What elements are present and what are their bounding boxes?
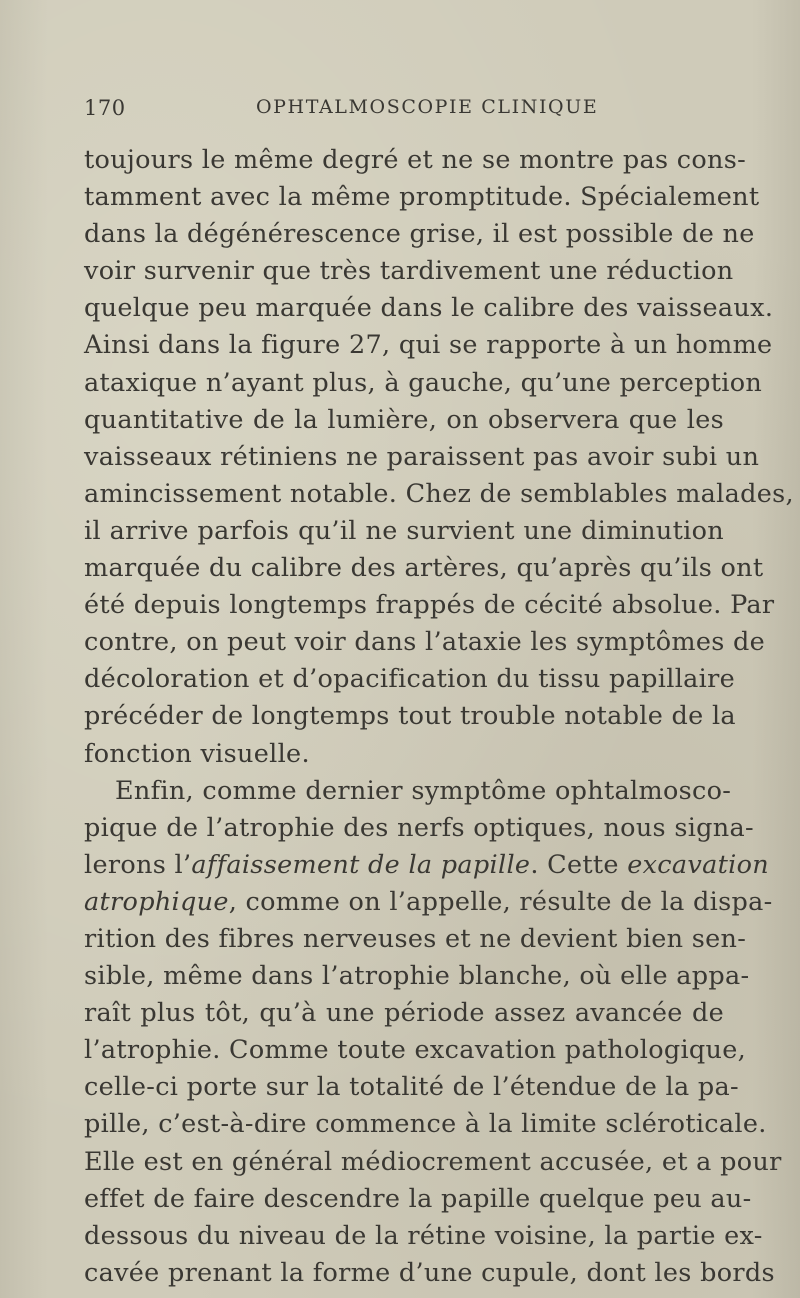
text-line: l’atrophie. Comme toute excavation pathologique, <box>84 1035 747 1066</box>
text-line: Enfin, comme dernier symptôme ophtalmosco- <box>115 775 732 806</box>
text-line: Elle est en général médiocrement accusée, et a pour <box>84 1146 782 1177</box>
text-line: vaisseaux rétiniens ne paraissent pas avoir subi un <box>84 441 760 472</box>
text-line: précéder de longtemps tout trouble notable de la <box>84 701 736 732</box>
body-text <box>84 142 794 1292</box>
text-line: amincissement notable. Chez de semblables malades, <box>84 478 794 509</box>
text-line: pique de l’atrophie des nerfs optiques, nous signa- <box>84 812 754 843</box>
text-segment: lerons l’ <box>84 849 192 880</box>
text-segment: . Cette <box>530 849 628 880</box>
text-line: quelque peu marquée dans le calibre des vaisseaux. <box>84 293 774 324</box>
text-line: dessous du niveau de la rétine voisine, la partie ex- <box>84 1220 763 1251</box>
text-line <box>84 847 769 884</box>
text-line: cavée prenant la forme d’une cupule, dont les bords <box>84 1257 775 1288</box>
running-title: OPHTALMOSCOPIE CLINIQUE <box>256 96 599 118</box>
text-line: quantitative de la lumière, on observera que les <box>84 404 724 435</box>
text-line: raît plus tôt, qu’à une période assez avancée de <box>84 998 724 1029</box>
text-line: contre, on peut voir dans l’ataxie les symptômes de <box>84 627 766 658</box>
text-line: celle-ci porte sur la totalité de l’étendue de la pa- <box>84 1072 739 1103</box>
italic-text: atrophique <box>84 886 229 917</box>
text-line: marquée du calibre des artères, qu’après qu’ils ont <box>84 553 764 584</box>
page-number: 170 <box>84 96 126 120</box>
page-header <box>84 96 704 130</box>
text-line: fonction visuelle. <box>84 738 310 769</box>
text-line: pille, c’est-à-dire commence à la limite scléroticale. <box>84 1109 767 1140</box>
text-line: ataxique n’ayant plus, à gauche, qu’une perception <box>84 367 763 398</box>
text-line: il arrive parfois qu’il ne survient une diminution <box>84 515 724 546</box>
italic-text: excavation <box>627 849 769 880</box>
italic-text: affaissement de la papille <box>191 849 531 880</box>
text-line: sible, même dans l’atrophie blanche, où elle appa- <box>84 961 750 992</box>
text-line: effet de faire descendre la papille quelque peu au- <box>84 1183 752 1214</box>
text-line: tamment avec la même promptitude. Spécialement <box>84 182 760 213</box>
text-line: voir survenir que très tardivement une réduction <box>84 256 734 287</box>
text-line: toujours le même degré et ne se montre pas cons- <box>84 145 747 175</box>
text-line: décoloration et d’opacification du tissu papillaire <box>84 664 735 695</box>
text-segment: , comme on l’appelle, résulte de la dispa- <box>228 886 773 917</box>
text-line: rition des fibres nerveuses et ne devient bien sen- <box>84 923 747 954</box>
text-line <box>84 884 773 921</box>
text-line: dans la dégénérescence grise, il est possible de ne <box>84 219 755 250</box>
text-line: Ainsi dans la figure 27, qui se rapporte à un homme <box>84 330 773 361</box>
text-line: été depuis longtemps frappés de cécité absolue. Par <box>84 590 775 621</box>
